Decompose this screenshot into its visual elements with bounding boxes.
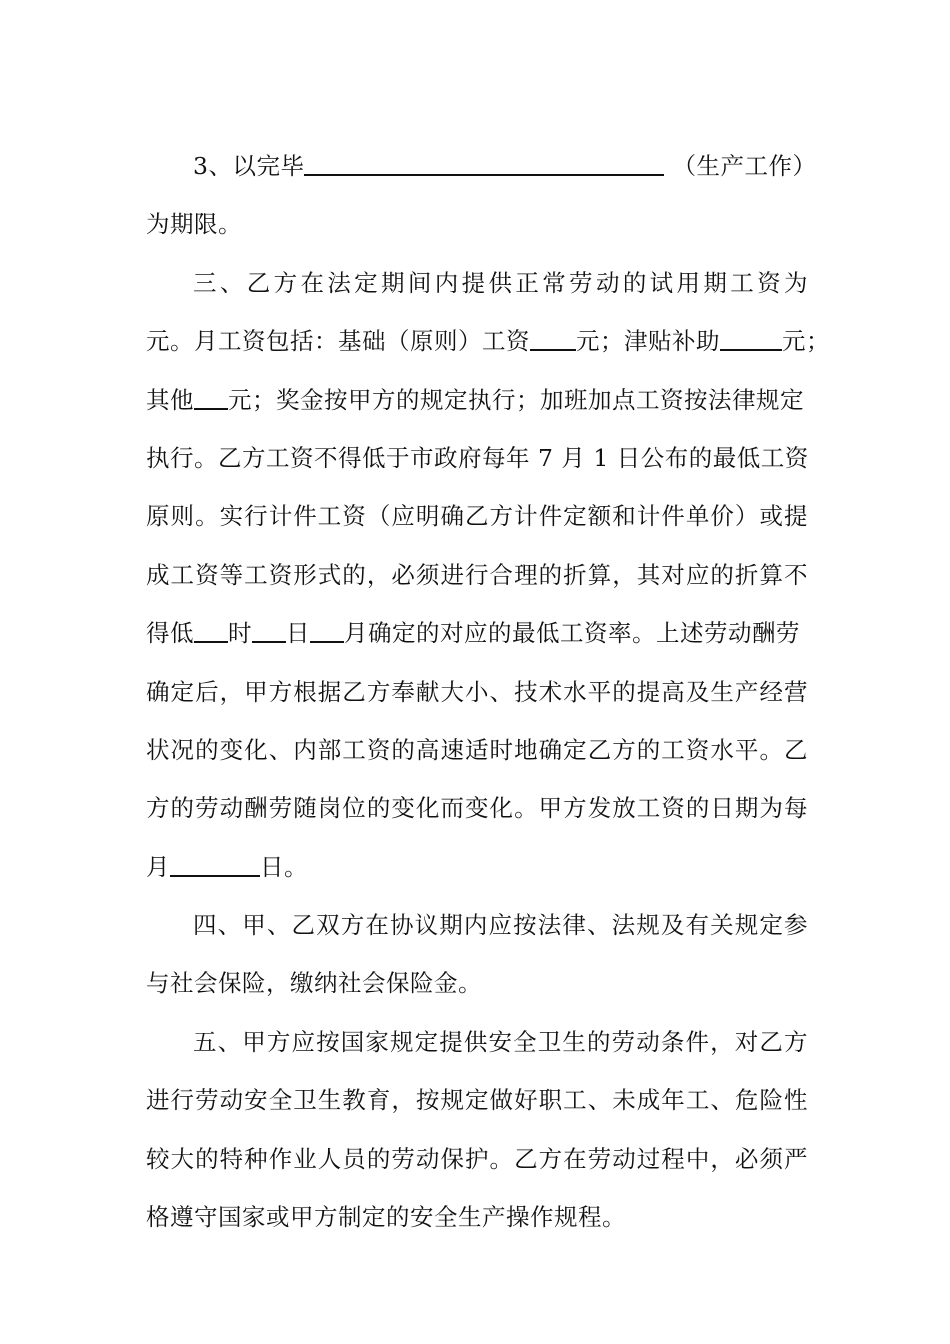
clause-4-line-1: 四、甲、乙双方在协议期内应按法律、法规及有关规定参	[193, 911, 808, 940]
clause-3-line-9: 状况的变化、内部工资的高速适时地确定乙方的工资水平。乙	[146, 735, 808, 764]
clause-term-prefix: 3、以完毕	[193, 152, 305, 180]
clause-5-line-3: 较大的特种作业人员的劳动保护。乙方在劳动过程中，必须严	[146, 1144, 808, 1173]
day-label: 日	[286, 619, 310, 648]
bonus-text: 元；奖金按甲方的规定执行；加班加点工资按法律规定	[228, 385, 804, 414]
blank-payday[interactable]	[170, 853, 260, 877]
clause-3-line-3	[146, 371, 808, 429]
blank-month[interactable]	[310, 619, 344, 643]
clause-3-line-8: 确定后，甲方根据乙方奉献大小、技术水平的提高及生产经营	[146, 677, 808, 706]
clause-3-line-1: 三、乙方在法定期间内提供正常劳动的试用期工资为	[193, 268, 808, 297]
clause-term-line-1	[146, 137, 817, 195]
blank-allowance[interactable]	[720, 327, 782, 351]
clause-3-line-2	[146, 312, 830, 370]
clause-5-line-1: 五、甲方应按国家规定提供安全卫生的劳动条件，对乙方	[193, 1027, 808, 1056]
clause-term-suffix: （生产工作）	[672, 152, 817, 180]
hour-label: 时	[228, 619, 252, 648]
min-wage-label: 得低	[146, 619, 194, 648]
blank-base-salary[interactable]	[530, 327, 576, 351]
clause-4-line-2: 与社会保险，缴纳社会保险金。	[146, 969, 482, 998]
other-label: 其他	[146, 385, 194, 414]
document-page	[146, 137, 830, 1246]
blank-work-completion[interactable]	[304, 152, 664, 176]
blank-day[interactable]	[252, 619, 286, 643]
clause-5-line-4: 格遵守国家或甲方制定的安全生产操作规程。	[146, 1203, 626, 1232]
allowance-unit: 元；	[782, 327, 830, 356]
blank-hour[interactable]	[194, 619, 228, 643]
clause-3-line-7	[146, 604, 808, 662]
clause-3-line-11	[146, 838, 808, 896]
clause-5-line-2: 进行劳动安全卫生教育，按规定做好职工、未成年工、危险性	[146, 1086, 808, 1115]
clause-3-line-10: 方的劳动酬劳随岗位的变化而变化。甲方发放工资的日期为每	[146, 794, 808, 823]
clause-3-line-5: 原则。实行计件工资（应明确乙方计件定额和计件单价）或提	[146, 502, 808, 531]
allowance-label: 元；津贴补助	[576, 327, 720, 356]
payday-month-label: 月	[146, 852, 170, 881]
payday-day-label: 日。	[260, 852, 308, 881]
clause-term-line-2: 为期限。	[146, 210, 242, 239]
min-wage-rate-text: 月确定的对应的最低工资率。上述劳动酬劳	[344, 619, 800, 648]
clause-3-line-6: 成工资等工资形式的，必须进行合理的折算，其对应的折算不	[146, 560, 808, 589]
blank-other[interactable]	[194, 386, 228, 410]
base-salary-label: 元。月工资包括：基础（原则）工资	[146, 327, 530, 356]
clause-3-line-4: 执行。乙方工资不得低于市政府每年 7 月 1 日公布的最低工资	[146, 443, 809, 472]
